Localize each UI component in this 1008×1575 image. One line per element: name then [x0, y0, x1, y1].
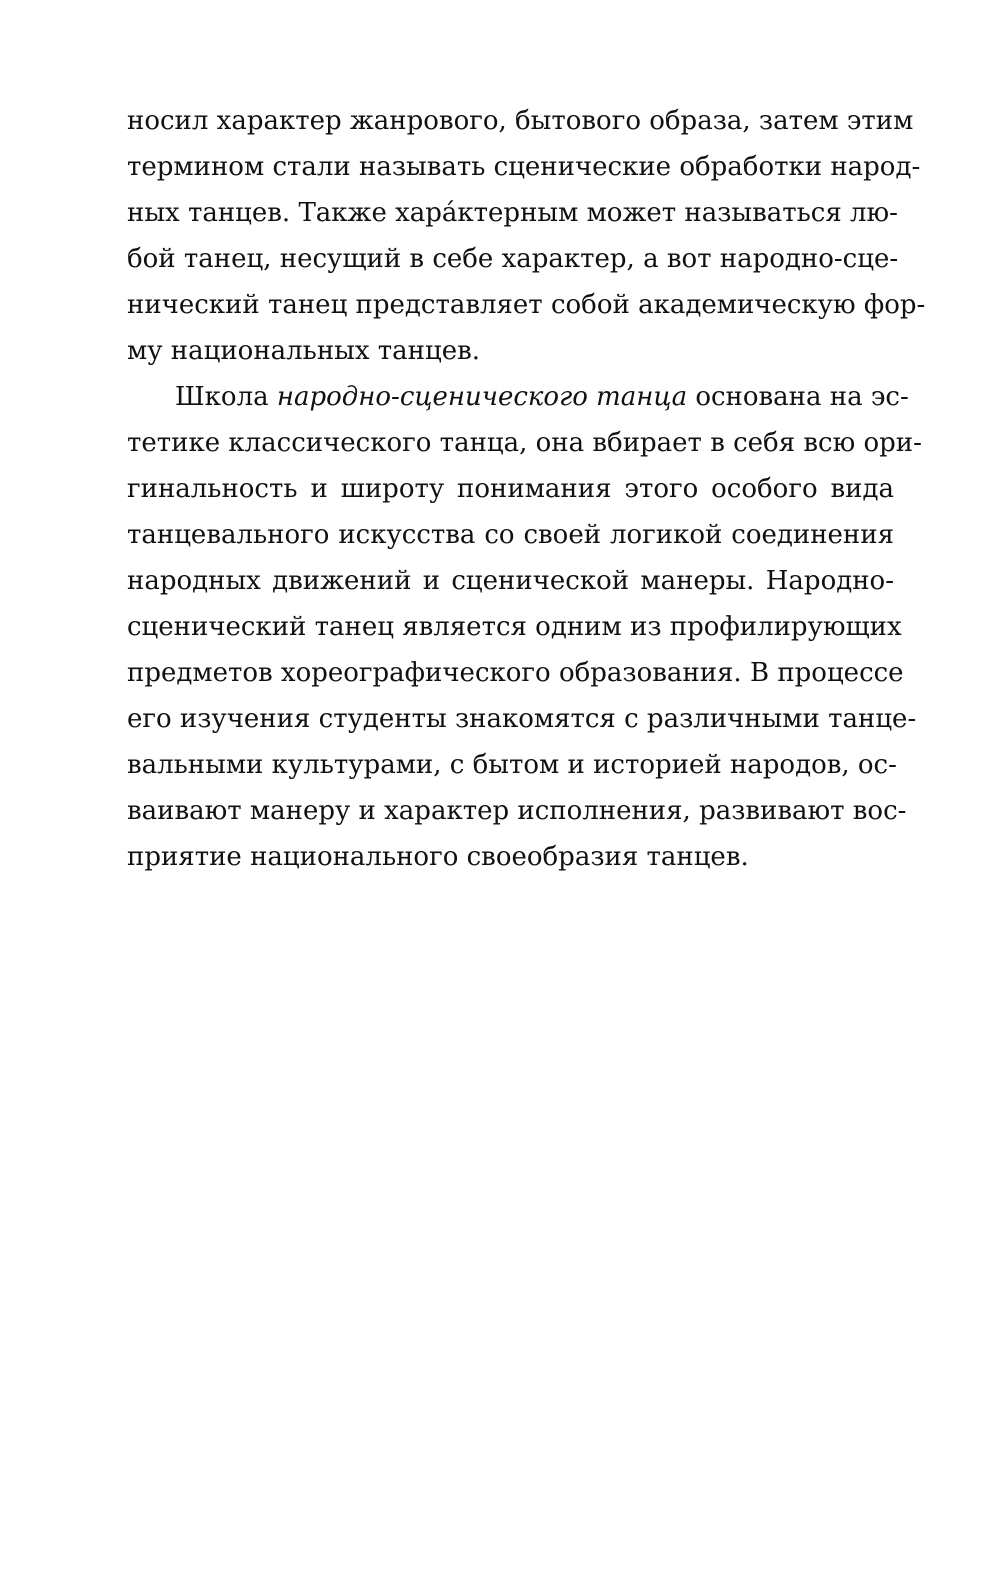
paragraph-1	[127, 98, 926, 374]
text-segment: Школа	[175, 382, 277, 412]
text-line: ных танцев. Также хара́ктерным может называться лю-	[127, 198, 898, 228]
text-line: гинальность и широту понимания этого особого вида	[127, 474, 894, 504]
text-line: носил характер жанрового, бытового образа, затем этим	[127, 106, 914, 136]
text-line: нический танец представляет собой академическую фор-	[127, 290, 926, 320]
paragraph-2	[127, 374, 922, 880]
text-line: предметов хореографического образования. В процессе	[127, 658, 904, 688]
text-line: ваивают манеру и характер исполнения, развивают вос-	[127, 796, 907, 826]
text-line: приятие национального своеобразия танцев.	[127, 842, 749, 872]
body-text	[127, 98, 926, 880]
italic-term: народно-сценического танца	[276, 382, 688, 412]
text-segment: основана на эс-	[687, 382, 909, 412]
text-line-first	[127, 374, 909, 420]
text-line: термином стали называть сценические обработки народ-	[127, 152, 921, 182]
text-line: му национальных танцев.	[127, 336, 480, 366]
text-line: вальными культурами, с бытом и историей народов, ос-	[127, 750, 897, 780]
text-line: народных движений и сценической манеры. Народно-	[127, 566, 894, 596]
text-line: его изучения студенты знакомятся с различными танце-	[127, 704, 917, 734]
text-line: танцевального искусства со своей логикой соединения	[127, 520, 894, 550]
text-line: бой танец, несущий в себе характер, а вот народно-сце-	[127, 244, 899, 274]
text-line: тетике классического танца, она вбирает в себя всю ори-	[127, 428, 922, 458]
text-line: сценический танец является одним из профилирующих	[127, 612, 902, 642]
